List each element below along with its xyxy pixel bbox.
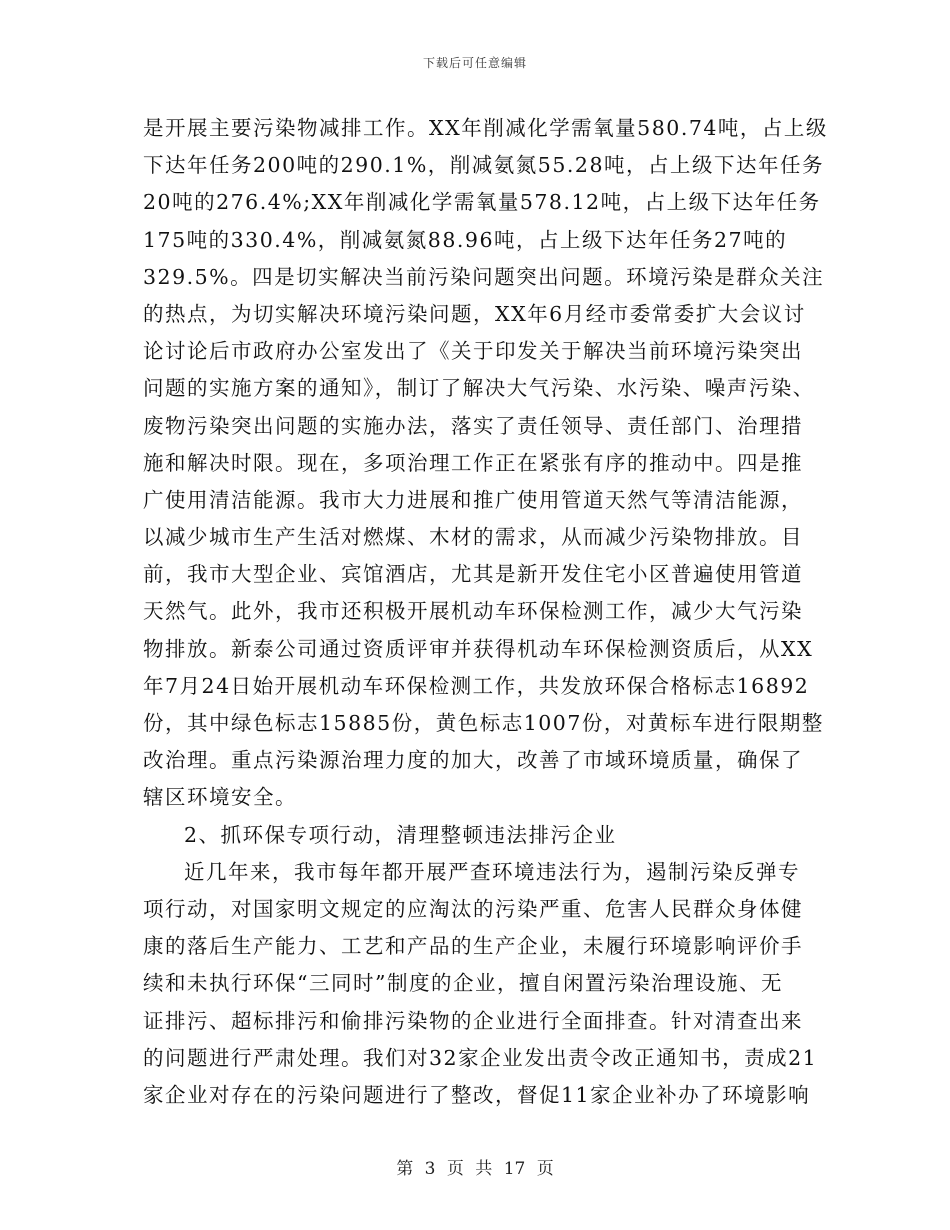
- body-line: 证排污、超标排污和偷排污染物的企业进行全面排查。针对清查出来: [143, 1008, 803, 1033]
- body-line: 175吨的330.4%，削减氨氮88.96吨，占上级下达年任务27吨的: [143, 227, 788, 252]
- body-line: 329.5%。四是切实解决当前污染问题突出问题。环境污染是群众关注: [143, 264, 825, 289]
- body-line: 下达年任务200吨的290.1%，削减氨氮55.28吨，占上级下达年任务: [143, 153, 824, 178]
- body-line: 年7月24日始开展机动车环保检测工作，共发放环保合格标志16892: [143, 673, 810, 698]
- body-line: 广使用清洁能源。我市大力进展和推广使用管道天然气等清洁能源，: [143, 487, 803, 512]
- body-line: 以减少城市生产生活对燃煤、木材的需求，从而减少污染物排放。目: [143, 525, 803, 550]
- body-line: 论讨论后市政府办公室发出了《关于印发关于解决当前环境污染突出: [143, 339, 803, 364]
- body-line: 改治理。重点污染源治理力度的加大，改善了市域环境质量，确保了: [143, 748, 803, 773]
- body-line: 问题的实施方案的通知》，制订了解决大气污染、水污染、噪声污染、: [143, 376, 815, 401]
- body-line: 项行动，对国家明文规定的应淘汰的污染严重、危害人民群众身体健: [143, 896, 803, 921]
- body-line: 物排放。新泰公司通过资质评审并获得机动车环保检测资质后，从XX: [143, 636, 814, 661]
- body-line: 的热点，为切实解决环境污染问题，XX年6月经市委常委扩大会议讨: [143, 301, 806, 326]
- body-line: 的问题进行严肃处理。我们对32家企业发出责令改正通知书，责成21: [143, 1045, 818, 1070]
- body-line: 康的落后生产能力、工艺和产品的生产企业，未履行环境影响评价手: [143, 934, 803, 959]
- page-number-footer: 第 3 页 共 17 页: [396, 1159, 554, 1179]
- page-header-note: 下载后可任意编辑: [422, 56, 527, 70]
- body-line: 20吨的276.4%;XX年削减化学需氧量578.12吨，占上级下达年任务: [143, 190, 821, 215]
- body-line: 是开展主要污染物减排工作。XX年削减化学需氧量580.74吨，占上级: [143, 116, 828, 140]
- section-heading: 2、抓环保专项行动，清理整顿违法排污企业: [184, 822, 617, 847]
- body-line: 施和解决时限。现在，多项治理工作正在紧张有序的推动中。四是推: [143, 450, 803, 475]
- body-line: 辖区环境安全。: [143, 785, 297, 810]
- document-body: [143, 110, 828, 1114]
- body-line: 前，我市大型企业、宾馆酒店，尤其是新开发住宅小区普遍使用管道: [143, 562, 803, 587]
- paragraph-first-line: 近几年来，我市每年都开展严查环境违法行为，遏制污染反弹专: [184, 859, 800, 884]
- body-line: 份，其中绿色标志15885份，黄色标志1007份，对黄标车进行限期整: [143, 711, 824, 735]
- body-line: 废物污染突出问题的实施办法，落实了责任领导、责任部门、治理措: [143, 413, 803, 438]
- body-line: 续和未执行环保“三同时”制度的企业，擅自闲置污染治理设施、无: [143, 971, 783, 996]
- body-line: 天然气。此外，我市还积极开展机动车环保检测工作，减少大气污染: [143, 599, 803, 624]
- body-line: 家企业对存在的污染问题进行了整改，督促11家企业补办了环境影响: [143, 1082, 811, 1107]
